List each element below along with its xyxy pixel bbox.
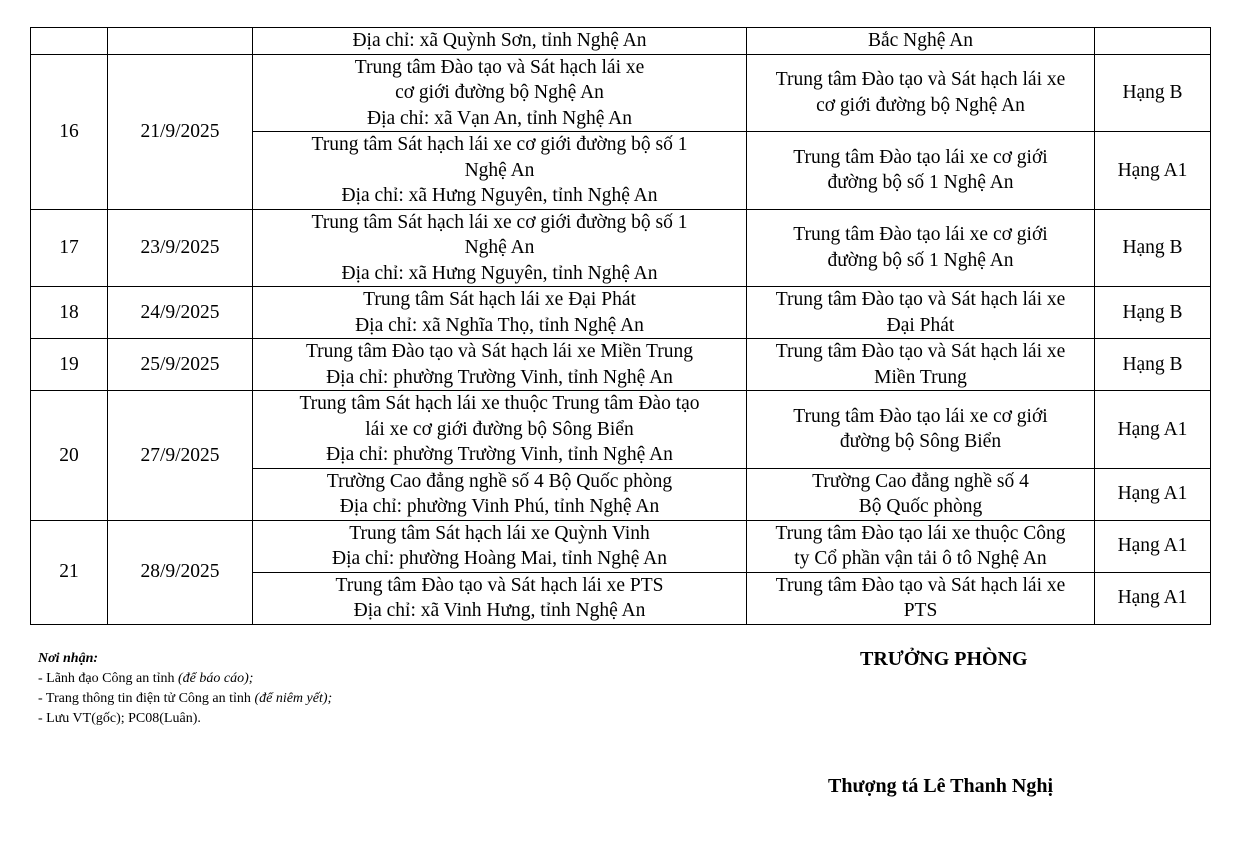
- class-cell-line: Hạng B: [1122, 237, 1183, 258]
- class-cell: [1095, 132, 1211, 210]
- location-cell-line: Địa chỉ: xã Quỳnh Sơn, tỉnh Nghệ An: [352, 30, 647, 51]
- class-cell-line: Hạng B: [1122, 301, 1183, 323]
- class-cell: [1095, 572, 1211, 624]
- class-cell-line: Hạng B: [1122, 82, 1183, 103]
- table-row: [31, 339, 1211, 391]
- unit-cell: [747, 468, 1095, 520]
- class-cell: [1095, 28, 1211, 55]
- schedule-table: [30, 27, 1211, 625]
- date-cell: [108, 28, 253, 55]
- recipient-text: - Trang thông tin điện tử Công an tỉnh: [38, 691, 255, 706]
- location-cell-line: Địa chỉ: xã Nghĩa Thọ, tỉnh Nghệ An: [355, 314, 644, 336]
- location-cell-line: Trung tâm Đào tạo và Sát hạch lái xe PTS: [335, 574, 664, 596]
- unit-cell: [747, 54, 1095, 132]
- location-cell-line: Trường Cao đẳng nghề số 4 Bộ Quốc phòng: [326, 470, 673, 492]
- location-cell-line: Địa chỉ: xã Vạn An, tỉnh Nghệ An: [366, 107, 633, 129]
- location-cell-line: Nghệ An: [464, 159, 535, 181]
- date-cell: [108, 339, 253, 391]
- unit-cell-line: Trung tâm Đào tạo lái xe cơ giới: [793, 146, 1048, 168]
- unit-cell-line: Đại Phát: [886, 314, 955, 336]
- unit-cell-line: Miền Trung: [874, 366, 967, 388]
- unit-cell: [747, 209, 1095, 287]
- location-cell-line: Nghệ An: [464, 237, 535, 258]
- date-cell-line: 21/9/2025: [140, 120, 220, 142]
- table-row: [31, 287, 1211, 339]
- recipient-text: - Lãnh đạo Công an tỉnh: [38, 671, 178, 686]
- unit-cell-line: Trung tâm Đào tạo và Sát hạch lái xe: [775, 69, 1066, 91]
- schedule-table-body: [31, 28, 1211, 625]
- stt-cell: [31, 339, 108, 391]
- class-cell: [1095, 339, 1211, 391]
- location-cell-line: Địa chỉ: phường Vinh Phú, tỉnh Nghệ An: [339, 496, 660, 517]
- date-cell: [108, 391, 253, 521]
- location-cell-line: Trung tâm Sát hạch lái xe Đại Phát: [363, 289, 636, 310]
- unit-cell-line: Trung tâm Đào tạo và Sát hạch lái xe: [775, 574, 1066, 596]
- location-cell: [253, 339, 747, 391]
- date-cell-line: 28/9/2025: [140, 561, 220, 583]
- location-cell: [253, 391, 747, 469]
- location-cell: [253, 468, 747, 520]
- table-row: [31, 391, 1211, 469]
- stt-cell: [31, 520, 108, 624]
- unit-cell-line: Trường Cao đẳng nghề số 4: [812, 470, 1029, 492]
- stt-cell-line: 18: [59, 301, 79, 323]
- recipient-item: [38, 689, 332, 709]
- class-cell-line: Hạng A1: [1117, 418, 1188, 440]
- stt-cell: [31, 391, 108, 521]
- recipients-block: [38, 649, 332, 729]
- date-cell: [108, 287, 253, 339]
- date-cell-line: 24/9/2025: [140, 301, 220, 323]
- class-cell-line: Hạng B: [1122, 353, 1183, 375]
- recipients-heading: Nơi nhận:: [38, 651, 99, 666]
- date-cell: [108, 209, 253, 287]
- location-cell-line: lái xe cơ giới đường bộ Sông Biển: [365, 418, 634, 440]
- stt-cell: [31, 287, 108, 339]
- stt-cell-line: 17: [59, 237, 79, 258]
- table-row: [31, 520, 1211, 572]
- stt-cell-line: 20: [59, 444, 79, 466]
- location-cell-line: Trung tâm Sát hạch lái xe cơ giới đường bộ số 1: [311, 134, 688, 155]
- unit-cell: [747, 520, 1095, 572]
- class-cell: [1095, 54, 1211, 132]
- class-cell: [1095, 209, 1211, 287]
- location-cell-line: cơ giới đường bộ Nghệ An: [395, 82, 604, 103]
- unit-cell: [747, 28, 1095, 55]
- location-cell-line: Địa chỉ: phường Hoàng Mai, tỉnh Nghệ An: [331, 548, 667, 569]
- unit-cell-line: PTS: [903, 600, 938, 621]
- unit-cell-line: đường bộ số 1 Nghệ An: [827, 249, 1014, 271]
- location-cell-line: Địa chỉ: xã Hưng Nguyên, tỉnh Nghệ An: [341, 185, 658, 206]
- class-cell-line: Hạng A1: [1117, 483, 1188, 505]
- location-cell-line: Trung tâm Đào tạo và Sát hạch lái xe Miền Trung: [305, 341, 694, 362]
- unit-cell: [747, 339, 1095, 391]
- location-cell-line: Trung tâm Sát hạch lái xe cơ giới đường bộ số 1: [311, 211, 688, 233]
- recipient-item: [38, 709, 332, 729]
- stt-cell-line: 16: [59, 120, 79, 142]
- unit-cell: [747, 287, 1095, 339]
- signature-title: TRƯỞNG PHÒNG: [860, 648, 1028, 670]
- unit-cell-line: cơ giới đường bộ Nghệ An: [816, 94, 1025, 116]
- recipient-item: [38, 669, 332, 689]
- unit-cell-line: Trung tâm Đào tạo lái xe cơ giới: [793, 405, 1048, 427]
- table-row: [31, 209, 1211, 287]
- unit-cell-line: Trung tâm Đào tạo và Sát hạch lái xe: [775, 341, 1066, 362]
- unit-cell: [747, 572, 1095, 624]
- date-cell-line: 27/9/2025: [140, 444, 220, 466]
- stt-cell-line: 21: [59, 561, 79, 583]
- class-cell-line: Hạng A1: [1117, 587, 1188, 609]
- unit-cell-line: Trung tâm Đào tạo và Sát hạch lái xe: [775, 289, 1066, 310]
- location-cell: [253, 287, 747, 339]
- unit-cell-line: ty Cổ phần vận tải ô tô Nghệ An: [794, 548, 1047, 569]
- location-cell: [253, 209, 747, 287]
- unit-cell: [747, 391, 1095, 469]
- stt-cell: [31, 54, 108, 209]
- location-cell: [253, 54, 747, 132]
- date-cell: [108, 54, 253, 209]
- unit-cell: [747, 132, 1095, 210]
- date-cell: [108, 520, 253, 624]
- unit-cell-line: Bắc Nghệ An: [867, 30, 974, 51]
- unit-cell-line: đường bộ số 1 Nghệ An: [827, 172, 1014, 194]
- location-cell-line: Trung tâm Sát hạch lái xe thuộc Trung tâm Đào tạo: [299, 393, 700, 414]
- class-cell-line: Hạng A1: [1117, 159, 1188, 181]
- class-cell: [1095, 468, 1211, 520]
- location-cell: [253, 132, 747, 210]
- date-cell-line: 23/9/2025: [140, 237, 220, 258]
- class-cell: [1095, 287, 1211, 339]
- signer-name: Thượng tá Lê Thanh Nghị: [828, 775, 1054, 797]
- location-cell: [253, 572, 747, 624]
- location-cell: [253, 520, 747, 572]
- location-cell-line: Trung tâm Sát hạch lái xe Quỳnh Vinh: [349, 522, 650, 544]
- recipient-text: - Lưu VT(gốc); PC08(Luân).: [38, 711, 201, 726]
- date-cell-line: 25/9/2025: [140, 353, 220, 375]
- location-cell-line: Địa chỉ: xã Hưng Nguyên, tỉnh Nghệ An: [341, 262, 658, 284]
- location-cell-line: Địa chỉ: xã Vinh Hưng, tỉnh Nghệ An: [353, 600, 646, 621]
- table-row: [31, 28, 1211, 55]
- recipient-note: (để niêm yết);: [254, 691, 333, 706]
- unit-cell-line: Bộ Quốc phòng: [858, 496, 983, 517]
- location-cell-line: Địa chỉ: phường Trường Vinh, tỉnh Nghệ An: [326, 366, 673, 388]
- class-cell-line: Hạng A1: [1117, 535, 1188, 557]
- stt-cell: [31, 28, 108, 55]
- stt-cell-line: 19: [59, 353, 79, 375]
- unit-cell-line: Trung tâm Đào tạo lái xe cơ giới: [793, 224, 1048, 246]
- class-cell: [1095, 520, 1211, 572]
- location-cell: [253, 28, 747, 55]
- table-row: [31, 54, 1211, 132]
- stt-cell: [31, 209, 108, 287]
- unit-cell-line: đường bộ Sông Biển: [839, 431, 1002, 453]
- class-cell: [1095, 391, 1211, 469]
- location-cell-line: Trung tâm Đào tạo và Sát hạch lái xe: [354, 56, 645, 78]
- unit-cell-line: Trung tâm Đào tạo lái xe thuộc Công: [775, 522, 1066, 544]
- recipient-note: (để báo cáo);: [177, 671, 254, 686]
- location-cell-line: Địa chỉ: phường Trường Vinh, tỉnh Nghệ An: [326, 444, 673, 465]
